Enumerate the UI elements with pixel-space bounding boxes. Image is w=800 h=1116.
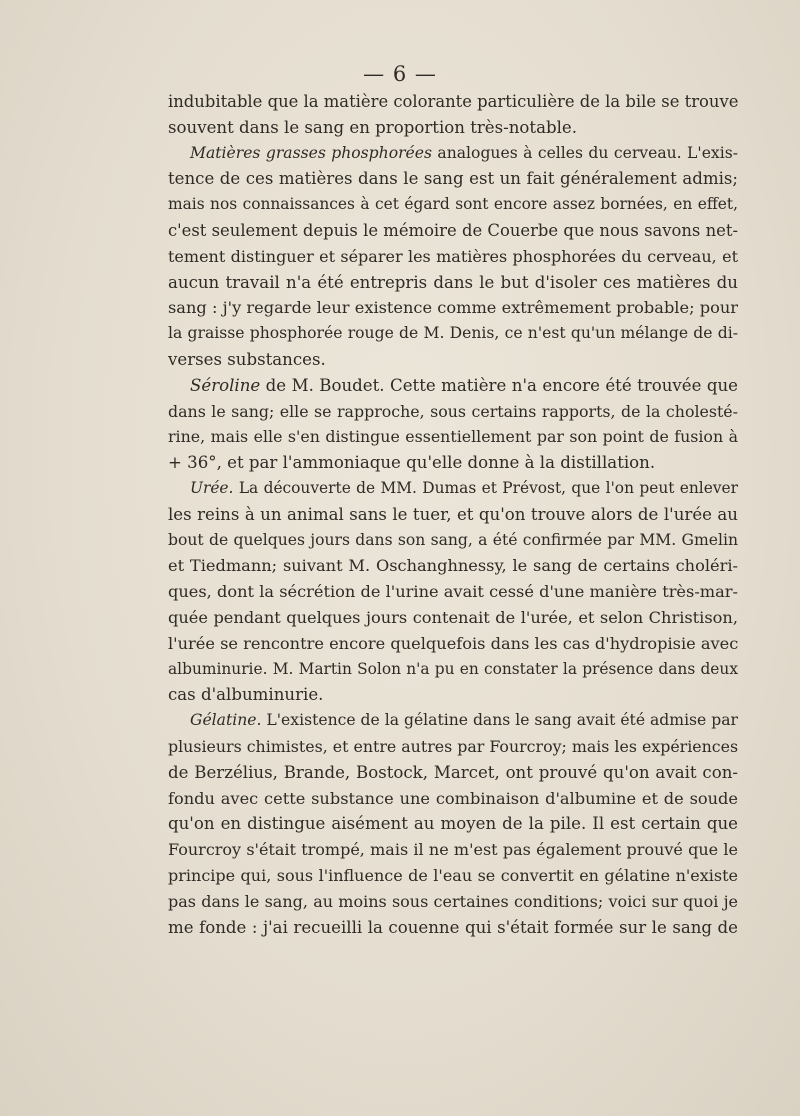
- line-text: me fonde : j'ai recueilli la couenne qui s'était formée sur le sang de: [168, 917, 738, 937]
- line-text: rine, mais elle s'en distingue essentiellement par son point de fusion à: [168, 427, 738, 447]
- line-text: pas dans le sang, au moins sous certaines conditions; voici sur quoi je: [168, 891, 738, 911]
- text-line: [168, 192, 738, 218]
- line-text: indubitable que la matière colorante particulière de la bile se trouve: [168, 92, 739, 111]
- line-text: dans le sang; elle se rapproche, sous certains rapports, de la cholesté-: [168, 401, 738, 421]
- line-text: mais nos connaissances à cet égard sont encore assez bornées, en effet,: [168, 195, 738, 214]
- line-text: aucun travail n'a été entrepris dans le but d'isoler ces matières du: [168, 272, 738, 292]
- text-line: [168, 502, 738, 528]
- text-line: [168, 579, 738, 605]
- line-text: Fourcroy s'était trompé, mais il ne m'est pas également prouvé que le: [168, 840, 738, 860]
- text-line: [168, 915, 738, 941]
- text-line: [168, 889, 738, 915]
- line-text-continued: La découverte de MM. Dumas et Prévost, que l'on peut enlever: [233, 478, 738, 497]
- text-line: [168, 528, 738, 554]
- line-text: tement distinguer et séparer les matières phosphorées du cerveau, et: [168, 246, 738, 266]
- line-text: l'urée se rencontre encore quelquefois dans les cas d'hydropisie avec: [168, 633, 739, 653]
- page-number: — 6 —: [363, 62, 437, 86]
- line-text: de Berzélius, Brande, Bostock, Marcet, ont prouvé qu'on avait con-: [168, 762, 738, 782]
- line-text-continued: de M. Boudet. Cette matière n'a encore été trouvée que: [260, 375, 738, 395]
- text-line: [168, 321, 738, 347]
- line-text: + 36°, et par l'ammoniaque qu'elle donne à la distillation.: [168, 453, 656, 473]
- text-line: [168, 270, 738, 296]
- line-text: cas d'albuminurie.: [168, 685, 324, 705]
- line-text: c'est seulement depuis le mémoire de Couerbe que nous savons net-: [168, 220, 738, 240]
- text-line: [168, 631, 738, 657]
- text-line: [168, 734, 738, 760]
- text-line: [168, 166, 738, 192]
- text-line: [168, 399, 738, 425]
- line-text: sang : j'y regarde leur existence comme extrêmement probable; pour: [168, 298, 738, 318]
- line-text: principe qui, sous l'influence de l'eau se convertit en gélatine n'existe: [168, 865, 738, 885]
- text-line: [168, 373, 738, 399]
- body-text: [168, 89, 738, 940]
- text-line: [168, 218, 738, 244]
- line-text: les reins à un animal sans le tuer, et qu'on trouve alors de l'urée au: [168, 504, 738, 524]
- italic-term: Matières grasses phosphorées: [190, 143, 432, 162]
- line-text-continued: L'existence de la gélatine dans le sang avait été admise par: [261, 711, 738, 730]
- text-line: [168, 837, 738, 863]
- text-line: [168, 657, 738, 683]
- text-line: [168, 811, 738, 837]
- text-line: [168, 553, 738, 579]
- line-text: albuminurie. M. Martin Solon n'a pu en constater la présence dans deux: [168, 659, 738, 678]
- italic-term: Urée.: [190, 478, 234, 497]
- text-line: [168, 863, 738, 889]
- line-text: quée pendant quelques jours contenait de l'urée, et selon Christison,: [168, 607, 738, 627]
- line-text: fondu avec cette substance une combinaison d'albumine et de soude: [168, 788, 738, 808]
- text-line: [168, 347, 738, 373]
- text-line: [168, 450, 738, 476]
- line-text: plusieurs chimistes, et entre autres par Fourcroy; mais les expériences: [168, 736, 739, 756]
- text-line: [168, 682, 738, 708]
- text-line: [168, 605, 738, 631]
- italic-term: Séroline: [190, 375, 261, 395]
- text-line: [168, 760, 738, 786]
- line-text: tence de ces matières dans le sang est un fait généralement admis;: [168, 169, 738, 189]
- text-line: [168, 141, 738, 167]
- text-line: [168, 424, 738, 450]
- line-text-continued: analogues à celles du cerveau. L'exis-: [432, 143, 738, 162]
- text-line: [168, 295, 738, 321]
- text-line: [168, 244, 738, 270]
- line-text: la graisse phosphorée rouge de M. Denis, ce n'est qu'un mélange de di-: [168, 324, 738, 343]
- line-text: et Tiedmann; suivant M. Oschanghnessy, le sang de certains choléri-: [168, 556, 738, 576]
- text-line: [168, 476, 738, 502]
- line-text: ques, dont la sécrétion de l'urine avait cessé d'une manière très-mar-: [168, 582, 738, 602]
- line-text: souvent dans le sang en proportion très-notable.: [168, 117, 578, 137]
- text-line: [168, 89, 738, 115]
- line-text: qu'on en distingue aisément au moyen de la pile. Il est certain que: [168, 814, 738, 834]
- text-line: [168, 786, 738, 812]
- line-text: verses substances.: [168, 349, 326, 369]
- line-text: bout de quelques jours dans son sang, a été confirmée par MM. Gmelin: [168, 530, 738, 549]
- italic-term: Gélatine.: [190, 711, 262, 730]
- text-line: [168, 115, 738, 141]
- text-line: [168, 708, 738, 734]
